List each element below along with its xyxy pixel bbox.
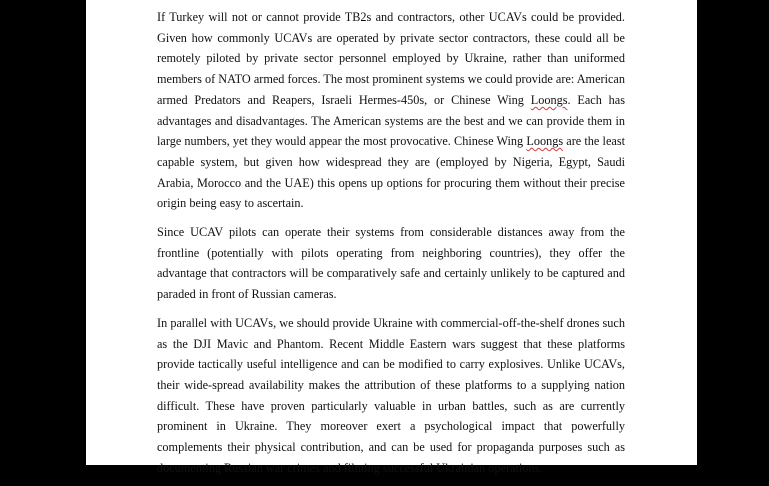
document-body — [157, 7, 625, 486]
document-page — [86, 0, 697, 475]
text-segment: In parallel with UCAVs, we should provide Ukraine with commercial-off-the-shelf drones such as the DJI Mavic and Phantom. Recent Middle Eastern wars suggest that these platforms provide tactically useful intelligence and can be modified to carry explosives. Unlike UCAVs, their wide-spread availability makes the attribution of these platforms to a supplying nation difficult. These have proven particularly valuable in urban battles, such as are currently prominent in Ukraine. They moreover exert a psychological impact that powerfully complements their physical contribution, and can be used for propaganda purposes such as documenting Russian war crimes and filming successful Ukrainian operations. — [157, 315, 625, 475]
paragraph-commercial-drones — [157, 313, 625, 479]
text-segment: are the least capable system, but given how widespread they are (employed by Nigeria, Egypt, Saudi Arabia, Morocco and the UAE) this opens up options for procuring them without their precise origin being easy to ascertain. — [157, 134, 625, 211]
text-segment: If Turkey will not or cannot provide TB2s and contractors, other UCAVs could be provided. Given how commonly UCAVs are operated by private sector contractors, these could all be remotely piloted by private sector personnel employed by Ukraine, rather than uniformed members of NATO armed forces. The most prominent systems we could provide are: American armed Predators and Reapers, Israeli Hermes-450s, or Chinese Wing — [157, 10, 625, 107]
text-segment: Since UCAV pilots can operate their systems from considerable distances away from the frontline (potentially with pilots operating from neighboring countries), they offer the advantage that contractors will be comparatively safe and certainly unlikely to be captured and paraded in front of Russian cameras. — [157, 225, 625, 302]
paragraph-ucav-options — [157, 7, 625, 214]
spellcheck-flagged-word[interactable]: Loongs — [526, 134, 564, 149]
spellcheck-flagged-word[interactable]: Loongs — [530, 92, 568, 107]
paragraph-pilot-safety — [157, 222, 625, 305]
text-segment: . Each has advantages and disadvantages. The American systems are the best and we can provide them in large numbers, yet they would appear the most provocative. Chinese Wing — [157, 92, 626, 149]
